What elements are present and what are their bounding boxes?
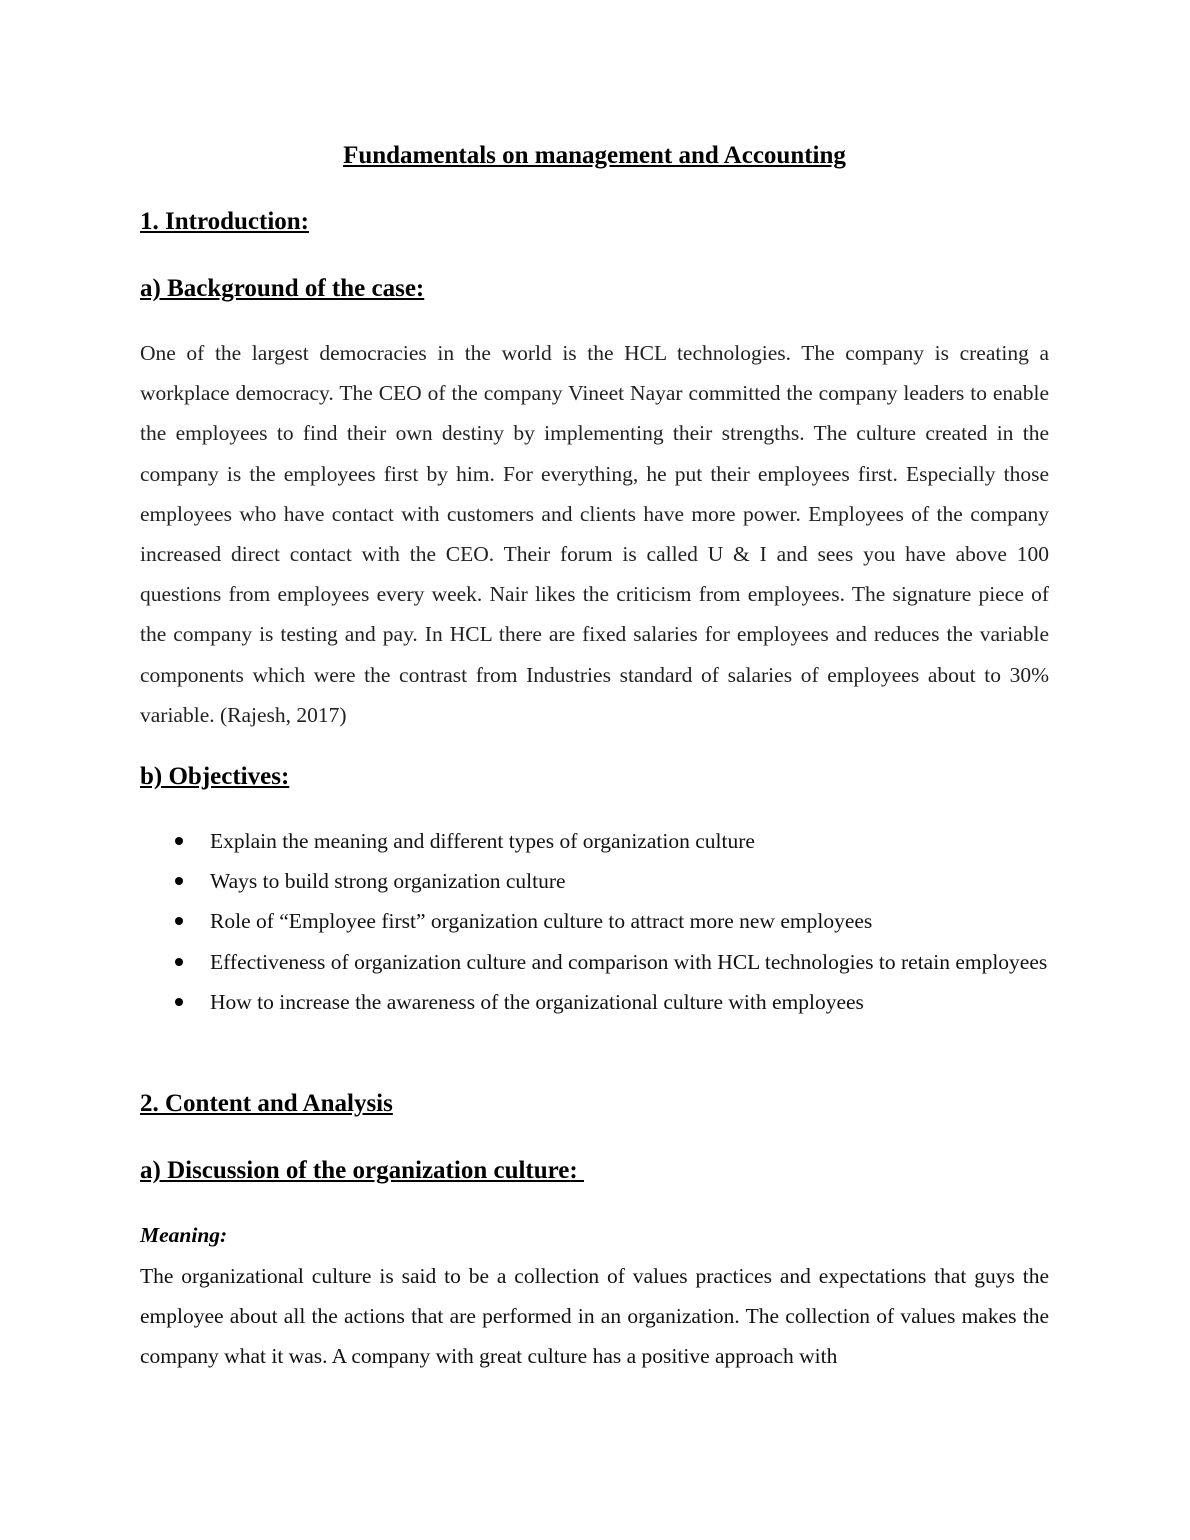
- subheading-background: a) Background of the case:: [140, 275, 425, 302]
- objectives-list: [140, 821, 1049, 1022]
- list-item: Ways to build strong organization culture: [140, 861, 1049, 901]
- bullet-icon: [175, 917, 183, 925]
- bullet-icon: [175, 958, 183, 966]
- section-heading-content-analysis: 2. Content and Analysis: [140, 1090, 393, 1117]
- background-paragraph: One of the largest democracies in the world is the HCL technologies. The company is creating a workplace democracy. The CEO of the company Vineet Nayar committed the company leaders to enable the employees to find their own destiny by implementing their strengths. The culture created in the company is the employees first by him. For everything, he put their employees first. Especially those employees who have contact with customers and clients have more power. Employees of the company increased direct contact with the CEO. Their forum is called U & I and sees you have above 100 questions from employees every week. Nair likes the criticism from employees. The signature piece of the company is testing and pay. In HCL there are fixed salaries for employees and reduces the variable components which were the contrast from Industries standard of salaries of employees about to 30% variable. (Rajesh, 2017): [140, 341, 1049, 727]
- bullet-icon: [175, 998, 183, 1006]
- document-title: Fundamentals on management and Accounting: [343, 142, 846, 169]
- bullet-icon: [175, 837, 183, 845]
- list-item: Role of “Employee first” organization culture to attract more new employees: [140, 901, 1049, 941]
- section-heading-introduction: 1. Introduction:: [140, 208, 310, 235]
- list-item: How to increase the awareness of the organizational culture with employees: [140, 982, 1049, 1022]
- meaning-paragraph: The organizational culture is said to be a collection of values practices and expectations that guys the employee about all the actions that are performed in an organization. The collection of values makes the company what it was. A company with great culture has a positive approach with: [140, 1264, 1049, 1369]
- subheading-discussion: a) Discussion of the organization culture:: [140, 1157, 584, 1184]
- subheading-objectives: b) Objectives:: [140, 763, 290, 790]
- bullet-icon: [175, 877, 183, 885]
- meaning-label: Meaning:: [140, 1223, 228, 1247]
- list-item: Effectiveness of organization culture and comparison with HCL technologies to retain employees: [140, 942, 1049, 982]
- list-item: Explain the meaning and different types of organization culture: [140, 821, 1049, 861]
